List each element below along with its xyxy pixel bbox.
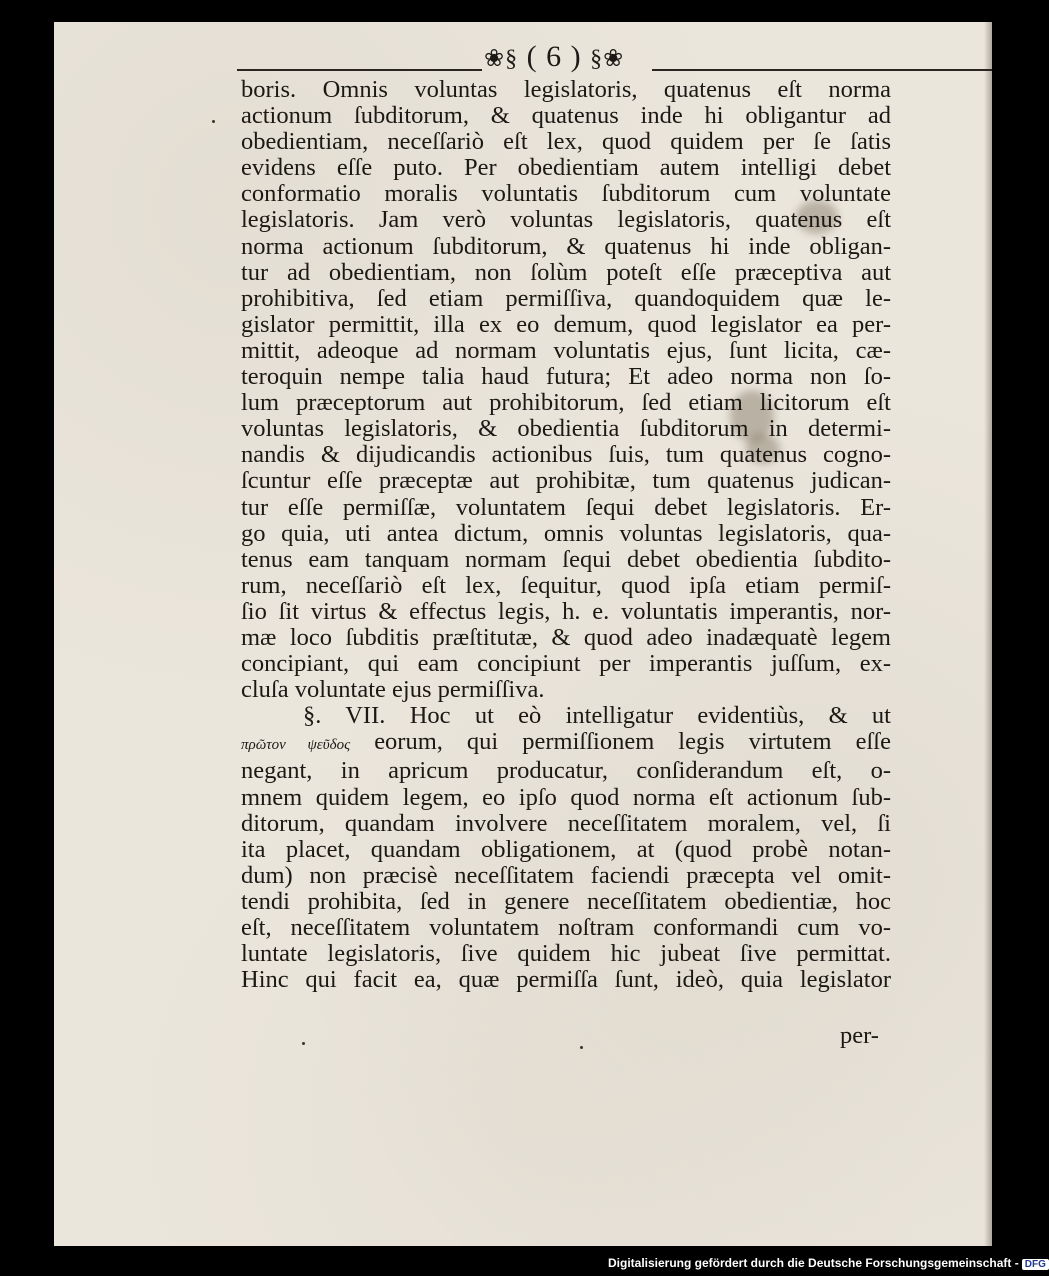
text-line: ſcuntur eſſe præceptæ aut prohibitæ, tum quatenus judican- [241, 467, 891, 495]
ornament-right-icon: §❀ [590, 46, 625, 72]
text-line: ita placet, quandam obligationem, at (quod probè notan- [241, 835, 891, 863]
text-line: tur eſſe permiſſæ, voluntatem ſequi debet legislatoris. Er- [241, 493, 891, 521]
margin-mark [302, 1042, 305, 1045]
text-line-greek [241, 729, 891, 758]
book-page [54, 22, 992, 1246]
text-line: teroquin nempe talia haud futura; Et adeo norma non ſo- [241, 363, 891, 391]
text-line: actionum ſubditorum, & quatenus inde hi obligantur ad [241, 102, 891, 130]
text-line: tenus eam tanquam normam ſequi debet obedientia ſubdito- [241, 545, 891, 573]
text-line: tur ad obedientiam, non ſolùm poteſt eſſe præceptiva aut [241, 258, 891, 286]
header-rule-left [237, 69, 482, 71]
page-header [484, 40, 624, 74]
text-line: voluntas legislatoris, & obedientia ſubditorum in determi- [241, 415, 891, 443]
digitization-credit [608, 1256, 1049, 1270]
text-line: norma actionum ſubditorum, & quatenus hi inde obligan- [241, 232, 891, 260]
text-line: cluſa voluntate ejus permiſſiva. [241, 676, 545, 704]
text-line: nandis & dijudicandis actionibus ſuis, tum quatenus cogno- [241, 441, 891, 469]
text-line: gislator permittit, illa ex eo demum, quod legislator ea per- [241, 310, 891, 338]
ornament-left-icon: ❀§ [484, 46, 519, 72]
text-line: mæ loco ſubditis præſtitutæ, & quod adeo inadæquatè legem [241, 623, 891, 651]
text-line: legislatoris. Jam verò voluntas legislatoris, quatenus eſt [241, 206, 891, 234]
credit-text: Digitalisierung gefördert durch die Deutsche Forschungsgemeinschaft - [608, 1256, 1019, 1270]
margin-mark [212, 120, 215, 123]
text-line: ſio ſit virtus & effectus legis, h. e. voluntatis imperantis, nor- [241, 597, 891, 625]
catchword: per- [840, 1022, 879, 1049]
text-line: ditorum, quandam involvere neceſſitatem moralem, vel, ſi [241, 809, 891, 837]
text-line: Hinc qui facit ea, quæ permiſſa ſunt, ideò, quia legislator [241, 966, 891, 994]
text-line: eſt, neceſſitatem voluntatem noſtram conformandi cum vo- [241, 914, 891, 941]
text-line: tendi prohibita, ſed in genere neceſſitatem obedientiæ, hoc [241, 887, 891, 915]
text-line: lum præceptorum aut prohibitorum, ſed etiam licitorum eſt [241, 389, 891, 417]
greek-phrase: πρῶτον ψεῦδος [241, 737, 351, 754]
text-line: obedientiam, neceſſariò eſt lex, quod quidem per ſe ſatis [241, 128, 891, 156]
text-fragment: eorum, qui permiſſionem legis virtutem eſſe [374, 728, 891, 756]
text-line: prohibitiva, ſed etiam permiſſiva, quandoquidem quæ le- [241, 284, 891, 312]
text-line: evidens eſſe puto. Per obedientiam autem intelligi debet [241, 154, 891, 182]
text-line: boris. Omnis voluntas legislatoris, quatenus eſt norma [241, 76, 891, 103]
text-line: dum) non præcisè neceſſitatem faciendi præcepta vel omit- [241, 861, 891, 889]
text-line: mnem quidem legem, eo ipſo quod norma eſt actionum ſub- [241, 783, 891, 811]
text-line: go quia, uti antea dictum, omnis voluntas legislatoris, qua- [241, 519, 891, 547]
section-heading-line: §. VII. Hoc ut eò intelligatur evidentiùs, & ut [303, 702, 891, 730]
header-rule-right [652, 69, 992, 71]
text-line: conformatio moralis voluntatis ſubditorum cum voluntate [241, 180, 891, 208]
text-line: concipiant, qui eam concipiunt per imperantis juſſum, ex- [241, 650, 891, 678]
page-number: ( 6 ) [526, 40, 582, 73]
margin-mark [580, 1046, 583, 1049]
text-line: rum, neceſſariò eſt lex, ſequitur, quod ipſa etiam permiſ- [241, 571, 891, 599]
dfg-logo: DFG [1022, 1259, 1049, 1270]
text-line: mittit, adeoque ad normam voluntatis ejus, ſunt licita, cæ- [241, 336, 891, 364]
text-line: luntate legislatoris, ſive quidem hic jubeat ſive permittat. [241, 940, 891, 968]
text-line: negant, in apricum producatur, conſiderandum eſt, o- [241, 757, 891, 785]
body-text [241, 77, 891, 993]
page-edge-shadow [984, 22, 992, 1246]
